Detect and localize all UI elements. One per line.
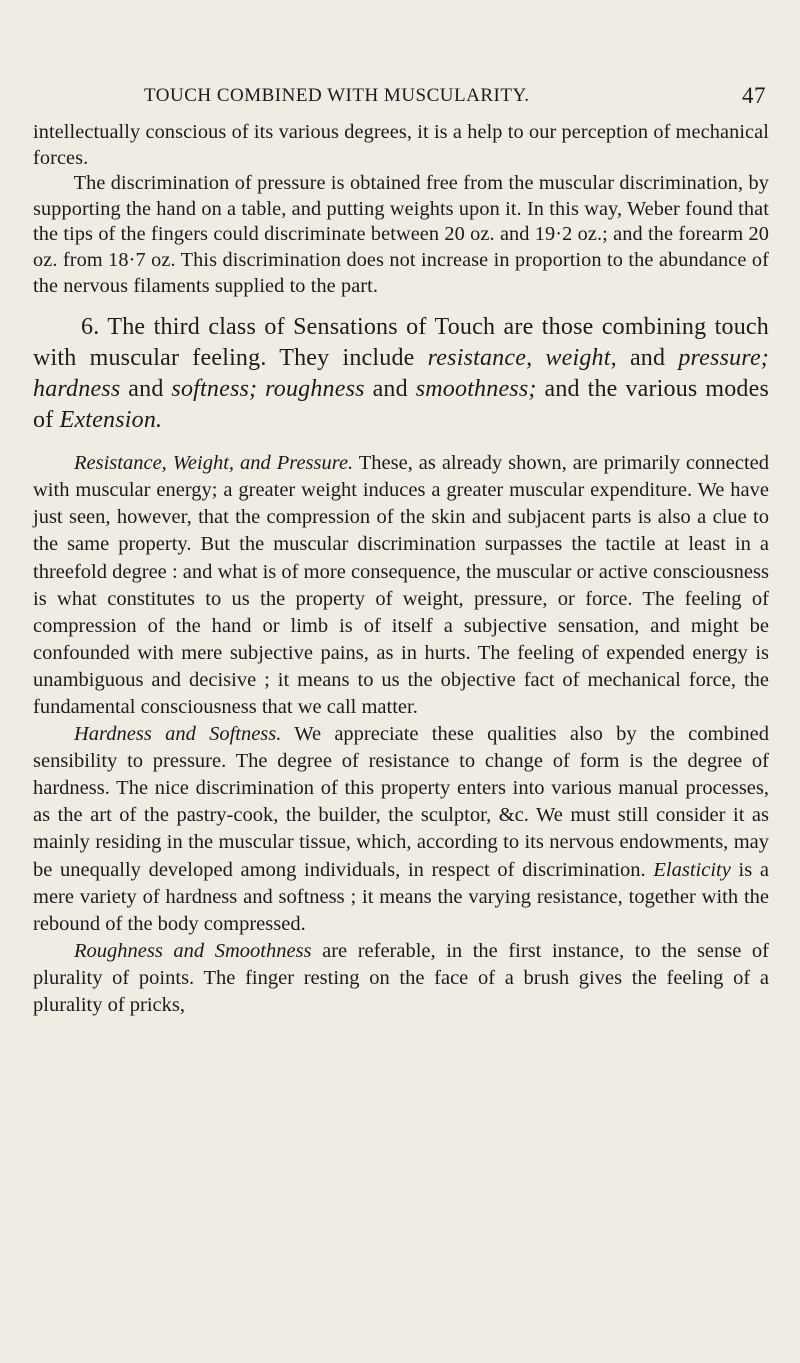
paragraph-resistance [33,450,769,721]
section-6-sep-4: and the various modes of [33,376,770,434]
resistance-body: These, as already shown, are primarily connected with muscular energy; a greater weight induces a greater muscular expenditure. We have just seen, however, that the compression of the skin and subjacent parts is also a clue to the same property. But the muscular discrimination surpasses the tactile at least in a threefold degree : and what is of more consequence, the muscular or active consciousness is what constitutes to us the property of weight, pressure, or force. The feeling of compression of the hand or limb is of itself a subjective sensation, and might be confounded with mere subjective pains, as in hurts. The feeling of expended energy is unambiguous and decisive ; it means to us the objective fact of mechanical force, the fundamental consciousness that we call matter. [33,452,769,718]
section-6-sep-2: and [120,376,172,403]
section-6-lead: 6. The third class of Sensations of Touch are those combining touch with muscular feeling. They include [33,314,769,372]
paragraph-roughness [33,938,769,1019]
paragraph-hardness [33,721,769,938]
subsections [33,450,769,1019]
term-extension: Extension. [59,407,163,434]
heading-roughness: Roughness and Smoothness [74,939,312,962]
paragraph-continuation: intellectually conscious of its various degrees, it is a help to our perception of mechanical forces. [33,121,769,169]
running-head: TOUCH COMBINED WITH MUSCULARITY. [144,85,530,106]
hardness-body-2: is a mere variety of hardness and softness ; it means the varying resistance, together with the rebound of the body compressed. [33,858,770,935]
heading-resistance: Resistance, Weight, and Pressure. [74,452,354,475]
section-6-paragraph [33,312,769,436]
term-elasticity: Elasticity [653,858,731,881]
hardness-body-1: We appreciate these qualities also by the combined sensibility to pressure. The degree of resistance to change of form is the degree of hardness. The nice discrimination of this property enters into various manual processes, as the art of the pastry-cook, the builder, the sculptor, &c. We must still consider it as mainly residing in the muscular tissue, which, according to its nervous endowments, may be unequally developed among individuals, in respect of discrimination. [33,723,769,881]
page-body [33,120,769,1019]
term-resistance-weight: resistance, weight, [427,345,617,372]
page-number: 47 [742,83,766,108]
heading-hardness: Hardness and Softness. [74,723,282,746]
term-softness-roughness: softness; roughness [171,376,365,403]
paragraph-pressure-discrimination: The discrimination of pressure is obtained free from the muscular discrimination, by supporting the hand on a table, and putting weights upon it. In this way, Weber found that the tips of the fingers could discriminate between 20 oz. and 19·2 oz.; and the forearm 20 oz. from 18·7 oz. This discrimination does not increase in proportion to the abundance of the nervous filaments supplied to the part. [33,172,769,297]
page-header [32,85,772,111]
section-6-sep-1: and [616,345,679,372]
section-6-sep-3: and [364,376,416,403]
roughness-body: are referable, in the first instance, to the sense of plurality of points. The finger resting on the face of a brush gives the feeling of a plurality of pricks, [33,939,769,1017]
term-smoothness: smoothness; [415,376,537,403]
term-pressure-hardness: pressure; hardness [33,345,770,403]
